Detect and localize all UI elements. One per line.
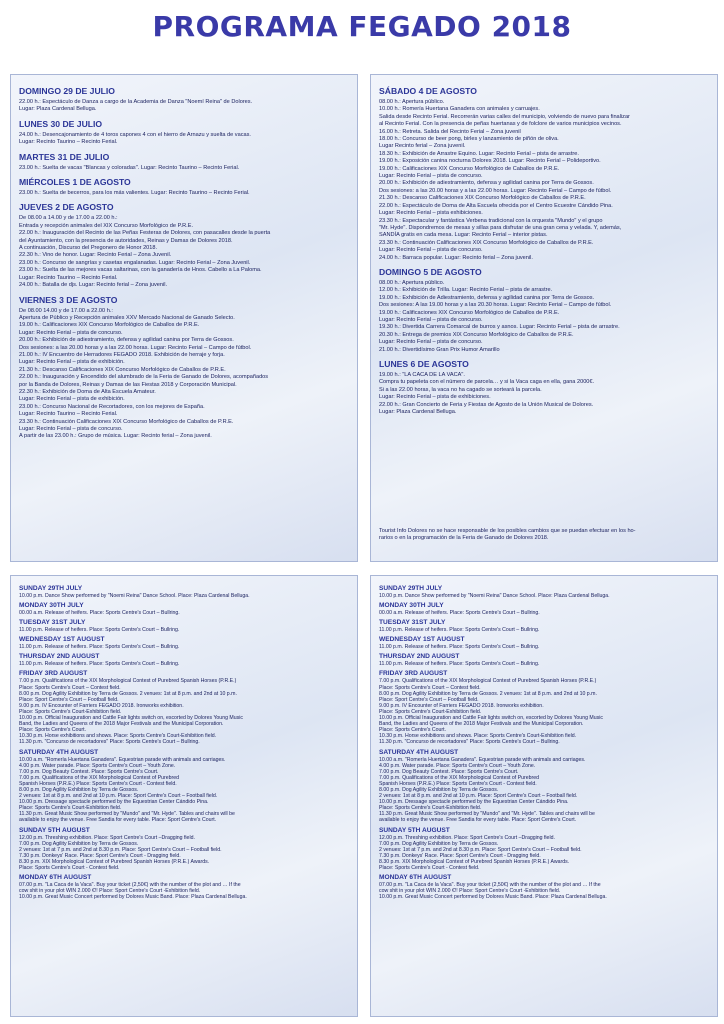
event-line: cow shit in your plot WIN 2.000 €!! Place: Sport Centre's Court -Exhibition field. <box>19 888 201 895</box>
event-line: 23.30 h.: Continuación Calificaciones XIX Concurso Morfológico de Caballos de P.R.E. <box>379 239 594 246</box>
event-line: 24.00 h.: Desencajonamiento de 4 toros capones 4 con el hierro de Arnazu y suelta de vacas. <box>19 131 251 138</box>
event-line: 22.30 h.: Exhibición de Doma de Alta Escuela Amateur. <box>19 388 156 395</box>
event-line: Dos sesiones: a las 20.00 horas y a las 22.00 horas. Lugar: Recinto Ferial – Campo de fútbol. <box>19 344 252 351</box>
event-line: 11.00 p.m. Release of heifers. Place: Sports Centre's Court – Bullring. <box>19 627 180 634</box>
event-line: cow shit in your plot WIN 2.000 €!! Place: Sport Centre's Court -Exhibition field. <box>379 888 561 895</box>
event-line: 20.30 h.: Entrega de premios XIX Concurso Morfológico de Caballos de P.R.E. <box>379 331 574 338</box>
event-line: Lugar: Recinto Taurino – Recinto Ferial. <box>19 139 118 146</box>
event-line: 24.00 h.: Batalla de djs. Lugar: Recinto ferial – Zona juvenil. <box>19 282 168 289</box>
event-line: por la Banda de Dolores, Reinas y Damas de las Fiestas 2018 y Corporación Municipal. <box>19 381 237 388</box>
event-line: 00.00 a.m. Release of heifers. Place: Sports Centre's Court – Bullring. <box>19 610 180 617</box>
day-block <box>19 653 351 667</box>
event-line: Place: Sports Centre's Court – Contest field. <box>379 684 481 691</box>
event-line: 22.30 h.: Vino de honor. Lugar: Recinto Ferial – Zona Juvenil. <box>19 252 172 259</box>
event-line: 7.30 p.m. Donkeys' Race. Place: Sport Centre's Court - Dragging field. <box>19 852 181 859</box>
event-line: 19.00 h.: Exposición canina nocturna Dolores 2018. Lugar: Recinto Ferial – Polideportivo. <box>379 158 601 165</box>
event-line: 22.00 h.: Inauguración del Recinto de las Peñas Festeras de Dolores, con pasacalles desde la puerta <box>19 230 271 237</box>
event-line: 12.00 p.m. Threshing exhibition. Place: Sport Centre's Court –Dragging field. <box>379 834 555 841</box>
event-line: 20.00 h.: Exhibición de adiestramiento, defensa y agilidad canina por Terra de Gossos. <box>19 337 234 344</box>
day-heading: SUNDAY 29TH JULY <box>379 585 443 592</box>
event-line: SANDÍA gratis en cada mesa. Lugar: Recinto Ferial – interior pistas. <box>379 232 548 239</box>
day-heading: TUESDAY 31ST JULY <box>19 619 86 627</box>
day-block <box>379 827 711 872</box>
day-heading: SÁBADO 4 DE AGOSTO <box>379 86 477 96</box>
event-line: 8.00 p.m. Dog Agility Exhibition by Terra de Gossos. 2 venues: 1st at 8 p.m. and 2nd at 10 p.m. <box>19 690 237 697</box>
day-block <box>19 119 351 147</box>
event-line: Dos sesiones: A las 19.00 horas y a las 20.30 horas. Lugar: Recinto Ferial – Campo de fútbol. <box>379 302 612 309</box>
event-line: Place: Sports Centre's Court - Contest field. <box>19 865 120 871</box>
event-line: Lugar: Plaza Cardenal Belluga. <box>19 106 97 113</box>
event-line: Lugar Recinto ferial – Zona juvenil. <box>379 143 466 150</box>
event-line: 7.00 p.m. Qualifications of the XIX Morphological Contest of Purebred <box>379 774 540 781</box>
event-line: Place: Sport Centre's Court – Football field. <box>19 696 119 703</box>
event-line: Spanish Horses (P.R.E.) Place: Sports Centre's Court - Contest field. <box>379 780 537 787</box>
day-heading: LUNES 6 DE AGOSTO <box>379 359 469 369</box>
event-line: 23.00 h.: Suelta de becerros, para los más valientes. Lugar: Recinto Taurino – Recinto Ferial. <box>19 190 250 197</box>
day-block <box>19 202 351 289</box>
event-line: 7.00 p.m. Dog Agility Exhibition by Terra de Gossos. <box>19 840 139 847</box>
event-line: 08.00 h.: Apertura público. <box>379 279 445 286</box>
day-heading: WEDNESDAY 1ST AUGUST <box>19 636 105 644</box>
day-heading: THURSDAY 2ND AUGUST <box>19 653 100 661</box>
day-block <box>19 177 351 197</box>
day-heading: SATURDAY 4TH AUGUST <box>19 748 99 756</box>
event-line: 10.30 p.m. Horse exhibitions and shows. Place: Sports Centre's Court-Exhibition field. <box>19 733 217 740</box>
day-block <box>379 874 711 900</box>
event-line: 19.00 h.: "LA CACA DE LA VACA". <box>379 372 465 378</box>
event-line: 23.00 h.: Suelta de vacas "Blancas y coloradas". Lugar: Recinto Taurino – Recinto Ferial. <box>19 164 240 171</box>
schedule-es-right <box>379 81 711 416</box>
event-line: available to enjoy the venue. Free Sandia for every table. Place: Sport Centre's Court. <box>19 817 217 824</box>
event-line: Lugar: Recinto Ferial – pista de concurso. <box>19 329 123 336</box>
event-line: 10.00 p.m. Dance Show performed by "Noemi Reina" Dance School. Place: Plaza Cardenal Belluga. <box>379 593 610 599</box>
event-line: 10.00 p.m. Dressage spectacle performed by the Equestrian Center Cándido Pina. <box>379 799 569 806</box>
event-line: 2 venues: 1st at 8 p.m. and 2nd at 10 p.m. Place: Sport Centre's Court – Football field. <box>379 793 578 800</box>
panel-en-left <box>10 575 358 1017</box>
day-heading: DOMINGO 5 DE AGOSTO <box>379 266 482 277</box>
event-line: 21.00 h.: IV Encuentro de Herradores FEGADO 2018. Exhibición de herraje y forja. <box>19 351 225 358</box>
day-heading: MONDAY 30TH JULY <box>379 602 444 610</box>
day-heading: LUNES 30 DE JULIO <box>19 118 103 129</box>
day-block <box>19 585 351 599</box>
day-heading: MARTES 31 DE JULIO <box>19 151 110 162</box>
event-line: Entrada y recepción animales del XIX Concurso Morfológico de P.R.E. <box>19 222 194 229</box>
event-line: 11.00 p.m. Release of heifers. Place: Sports Centre's Court – Bullring. <box>19 661 180 668</box>
day-heading: WEDNESDAY 1ST AUGUST <box>379 636 465 644</box>
disclaimer-line: rarios o en la programación de la Feria de Ganado de Dolores 2018. <box>379 535 549 542</box>
event-line: 7.00 p.m. Qualifications of the XIX Morphological Contest of Purebred Spanish Horses (P.R.E.) <box>379 678 597 685</box>
day-block <box>19 619 351 633</box>
event-line: Place: Sport Centre's Court – Football field. <box>379 696 479 703</box>
day-heading: MONDAY 6TH AUGUST <box>379 874 452 882</box>
day-block <box>379 86 711 262</box>
event-line: 10.00 p.m. Dressage spectacle performed by the Equestrian Center Cándido Pina. <box>19 799 209 806</box>
event-line: 8.00 p.m. Dog Agility Exhibition by Terra de Gossos. <box>19 786 139 793</box>
day-heading: SUNDAY 5TH AUGUST <box>379 826 450 834</box>
event-line: 11.00 p.m. Release of heifers. Place: Sports Centre's Court – Bullring. <box>19 644 180 651</box>
event-line: 18.30 h.: Exhibición de Arrastre Equino. Lugar: Recinto Ferial – pista de arrastre. <box>379 150 579 157</box>
event-line: Lugar: Recinto Taurino – Recinto Ferial. <box>19 274 118 281</box>
event-line: A continuación, Discurso del Pregonero de Honor 2018. <box>19 245 158 252</box>
event-line: Lugar: Recinto Ferial – pista de concurso. <box>379 339 483 346</box>
event-line: 8.00 p.m. Dog Agility Exhibition by Terra de Gossos. <box>379 786 499 793</box>
event-line: 19.30 h.: Divertida Carrera Comarcal de burros y asnos. Lugar: Recinto Ferial – pista de arrastre. <box>379 324 620 331</box>
event-line: Place: Sports Centre's Court-Exhibition field. <box>19 805 122 812</box>
event-line: 10.00 p.m. Great Music Concert performed by Dolores Music Band. Place: Plaza Cardenal Belluga. <box>19 894 247 901</box>
day-heading: DOMINGO 29 DE JULIO <box>19 86 115 96</box>
event-line: 11.30 p.m. "Concurso de recortadores" Place: Sports Centre's Court – Bullring. <box>19 739 200 746</box>
event-line: Lugar: Recinto Taurino – Recinto Ferial. <box>19 411 118 418</box>
event-line: Place: Sports Centre's Court-Exhibition field. <box>19 708 122 715</box>
event-line: 19.00 h.: Calificaciones XIX Concurso Morfológico de Caballos de P.R.E. <box>379 165 560 172</box>
event-line: Band, the Ladies and Queens of the 2018 Major Festivals and the Municipal Corporation. <box>19 721 224 728</box>
schedule-es-left <box>19 81 351 441</box>
day-block <box>379 636 711 650</box>
event-line: 10.00 p.m. Official Inauguration and Cattle Fair lights switch on, escorted by Dolores Young Music <box>379 715 603 722</box>
event-line: 7.00 p.m. Dog Beauty Contest. Place: Sports Centre's Court. <box>19 768 159 775</box>
day-heading: MONDAY 30TH JULY <box>19 602 84 610</box>
day-heading: FRIDAY 3RD AUGUST <box>19 670 88 678</box>
event-line: 10.30 p.m. Horse exhibitions and shows. Place: Sports Centre's Court-Exhibition field. <box>379 733 577 740</box>
event-line: del Ayuntamiento, con la presencia de autoridades, Reinas y Damas de Dolores 2018. <box>19 237 233 244</box>
day-block <box>379 602 711 616</box>
day-block <box>19 636 351 650</box>
event-line: Lugar: Recinto Ferial – pista de exhibiciones. <box>379 394 491 401</box>
day-block <box>379 585 711 599</box>
day-block <box>19 874 351 900</box>
day-heading: SUNDAY 5TH AUGUST <box>19 826 90 834</box>
event-line: 10.00 h.: Romería Huertana Ganadera con animales y carruajes. <box>379 106 540 113</box>
day-heading: MIÉRCOLES 1 DE AGOSTO <box>19 177 131 188</box>
panel-es-left <box>10 74 358 562</box>
event-line: Place: Sports Centre's Court. <box>19 727 87 734</box>
event-line: Band, the Ladies and Queens of the 2018 Major Festivals and the Municipal Corporation. <box>379 721 584 728</box>
day-block <box>19 295 351 441</box>
event-line: 07.00 p.m. "La Caca de la Vaca". Buy your ticket (2,50€) with the number of the plot and … If the <box>379 882 601 889</box>
event-line: Lugar: Recinto Ferial – pista de concurso. <box>379 173 483 180</box>
event-line: 00.00 a.m. Release of heifers. Place: Sports Centre's Court – Bullring. <box>379 610 540 617</box>
event-line: al Recinto Ferial. Con la presencia de peñas huertanas y de folclore de varios municipios vecinos. <box>379 121 622 128</box>
event-line: 08.00 h.: Apertura público. <box>379 99 445 105</box>
event-line: 9.00 p.m. IV Encounter of Farriers FEGADO 2018. Ironworks exhibition. <box>19 702 184 709</box>
event-line: 23.30 h.: Espectacular y fantástica Verbena tradicional con la orquesta "Mundo" y el grupo <box>379 217 603 224</box>
event-line: "Mr. Hyde". Dispondremos de mesas y sillas para disfrutar de una gran cena y velada. Y, además, <box>379 224 622 231</box>
day-block <box>19 602 351 616</box>
event-line: 21.30 h.: Descanso Calificaciones XIX Concurso Morfológico de Caballos de P.R.E. <box>19 366 226 373</box>
event-line: Salida desde Recinto Ferial. Recorrerán varias calles del municipio, volviendo de nuevo para finalizar <box>379 113 630 120</box>
event-line: 23.00 h.: Concurso de sangrías y casetas engalanadas. Lugar: Recinto Ferial – Zona Juvenil. <box>19 259 251 266</box>
event-line: 10.00 p.m. Great Music Concert performed by Dolores Music Band. Place: Plaza Cardenal Belluga. <box>379 894 607 901</box>
event-line: 10.00 a.m. "Romería Huertana Ganadera". Equestrian parade with animals and carriages. <box>379 756 586 763</box>
event-line: 22.00 h.: Espectáculo de Doma de Alta Escuela ofrecida por el Centro Ecuestre Cándido Pina. <box>379 202 613 209</box>
event-line: Si a las 22.00 horas, la vaca no ha cagado se sorteará la parcela. <box>379 386 542 393</box>
day-block <box>379 653 711 667</box>
event-line: 12.00 h.: Exhibición de Trilla. Lugar: Recinto Ferial – pista de arrastre. <box>379 287 553 294</box>
event-line: 11.00 p.m. Release of heifers. Place: Sports Centre's Court – Bullring. <box>379 627 540 634</box>
day-block <box>19 749 351 824</box>
event-line: 7.00 p.m. Qualifications of the XIX Morphological Contest of Purebred <box>19 774 180 781</box>
event-line: Lugar: Recinto Ferial – pista de exhibición. <box>19 396 125 403</box>
event-line: Place: Sports Centre's Court-Exhibition field. <box>379 805 482 812</box>
event-line: 20.00 h.: Exhibición de adiestramiento, defensa y agilidad canina por Terra de Gossos. <box>379 180 594 187</box>
event-line: A partir de las 23.00 h.: Grupo de música. Lugar: Recinto ferial – Zona juvenil. <box>19 433 212 440</box>
event-line: Lugar: Recinto Ferial – pista exhibiciones. <box>379 210 483 217</box>
event-line: 16.00 h.: Retreta. Salida del Recinto Ferial – Zona juvenil <box>379 128 521 135</box>
day-heading: FRIDAY 3RD AUGUST <box>379 670 448 678</box>
event-line: 11.30 p.m. Great Music Show performed by "Mundo" and "Mr. Hyde". Tables and chairs will be <box>19 811 235 818</box>
event-line: 4.00 p.m. Water parade. Place: Sports Centre's Court – Youth Zone. <box>379 762 536 769</box>
event-line: 10.00 a.m. "Romería Huertana Ganadera". Equestrian parade with animals and carriages. <box>19 756 226 763</box>
event-line: 11.30 p.m. Great Music Show performed by "Mundo" and "Mr. Hyde". Tables and chairs will be <box>379 811 595 818</box>
event-line: De 08.00 14.00 y de 17.00 a 22.00 h.: <box>19 307 113 314</box>
disclaimer-line: Tourist Info Dolores no se hace responsable de los posibles cambios que se puedan efectuar en los ho- <box>379 528 636 534</box>
event-line: 22.00 h.: Gran Concierto de Feria y Fiestas de Agosto de la Unión Musical de Dolores. <box>379 401 594 408</box>
event-line: 7.30 p.m. Donkeys' Race. Place: Sport Centre's Court - Dragging field. <box>379 852 541 859</box>
disclaimer-note <box>379 520 711 543</box>
event-line: Place: Sports Centre's Court – Contest field. <box>19 684 121 691</box>
day-heading: TUESDAY 31ST JULY <box>379 619 446 627</box>
event-line: Lugar: Plaza Cardenal Belluga. <box>379 409 457 416</box>
day-heading: SUNDAY 29TH JULY <box>19 585 83 592</box>
event-line: 24.00 h.: Barraca popular. Lugar: Recinto ferial – Zona juvenil. <box>379 254 533 261</box>
day-block <box>379 749 711 824</box>
day-block <box>19 86 351 114</box>
event-line: 11.00 p.m. Release of heifers. Place: Sports Centre's Court – Bullring. <box>379 644 540 651</box>
event-line: Lugar: Recinto Ferial – pista de concurso. <box>19 426 123 432</box>
event-line: 10.00 p.m. Dance Show performed by "Noemi Reina" Dance School. Place: Plaza Cardenal Belluga. <box>19 593 250 599</box>
event-line: 8.30 p.m. XIX Morphological Contest of Purebred Spanish Horses (P.R.E.) Awards. <box>379 858 570 865</box>
event-line: 11.00 p.m. Release of heifers. Place: Sports Centre's Court – Bullring. <box>379 661 540 668</box>
event-line: Spanish Horses (P.R.E.) Place: Sports Centre's Court - Contest field. <box>19 780 177 787</box>
day-heading: THURSDAY 2ND AUGUST <box>379 653 460 661</box>
event-line: 9.00 p.m. IV Encounter of Farriers FEGADO 2018. Ironworks exhibition. <box>379 702 544 709</box>
event-line: 8.30 p.m. XIX Morphological Contest of Purebred Spanish Horses (P.R.E.) Awards. <box>19 858 210 865</box>
event-line: 8.00 p.m. Dog Agility Exhibition by Terra de Gossos. 2 venues: 1st at 8 p.m. and 2nd at 10 p.m. <box>379 690 597 697</box>
day-block <box>379 267 711 354</box>
event-line: Dos sesiones: a las 20.00 horas y a las 22.00 horas. Lugar: Recinto Ferial – Campo de fútbol. <box>379 187 612 194</box>
event-line: 19.00 h.: Calificaciones XIX Concurso Morfológico de Caballos de P.R.E. <box>379 309 560 316</box>
event-line: 10.00 p.m. Official Inauguration and Cattle Fair lights switch on, escorted by Dolores Young Music <box>19 715 243 722</box>
event-line: 2 venues: 1st at 7 p.m. and 2nd at 8.30 p.m. Place: Sport Centre's Court – Football field. <box>379 846 582 853</box>
event-line: 11.30 p.m. "Concurso de recortadores" Place: Sports Centre's Court – Bullring. <box>379 739 560 746</box>
event-line: 22.00 h.: Espectáculo de Danza a cargo de la Academia de Danza "Noemí Reina" de Dolores. <box>19 99 253 105</box>
event-line: 19.00 h.: Exhibición de Adiestramiento, defensa y agilidad canina por Terra de Gossos. <box>379 294 595 301</box>
day-heading: VIERNES 3 DE AGOSTO <box>19 294 118 305</box>
panel-es-right <box>370 74 718 562</box>
event-line: 22.00 h.: Inauguración y Encendido del alumbrado de la Feria de Ganado de Dolores, acompañados <box>19 374 269 381</box>
event-line: 07.00 p.m. "La Caca de la Vaca". Buy your ticket (2,50€) with the number of the plot and … If the <box>19 882 241 889</box>
day-block <box>379 619 711 633</box>
day-block <box>19 152 351 172</box>
day-heading: JUEVES 2 DE AGOSTO <box>19 202 114 213</box>
event-line: available to enjoy the venue. Free Sandia for every table. Place: Sport Centre's Court. <box>379 817 577 824</box>
schedule-en-right <box>379 582 711 900</box>
day-block <box>379 670 711 745</box>
day-heading: MONDAY 6TH AUGUST <box>19 874 92 882</box>
schedule-en-left <box>19 582 351 900</box>
event-line: 21.00 h.: Divertidísimo Gran Prix Humor Amarillo <box>379 346 500 353</box>
event-line: 21.30 h.: Descanso Calificaciones XIX Concurso Morfológico de Caballos de P.R.E. <box>379 195 586 202</box>
event-line: Lugar: Recinto Ferial – pista de concurso. <box>379 316 483 323</box>
event-line: 18.00 h.: Concurso de beer pong, birles y lanzamiento de piñón de oliva. <box>379 136 559 143</box>
day-block <box>379 359 711 416</box>
event-line: Place: Sports Centre's Court. <box>379 727 447 734</box>
event-line: Place: Sports Centre's Court-Exhibition field. <box>379 708 482 715</box>
event-line: Place: Sports Centre's Court - Contest field. <box>379 865 480 871</box>
event-line: 12.00 p.m. Threshing exhibition. Place: Sport Centre's Court –Dragging field. <box>19 834 195 841</box>
event-line: 2 venues: 1st at 8 p.m. and 2nd at 10 p.m. Place: Sport Centre's Court – Football field. <box>19 793 218 800</box>
event-line: 23.00 h.: Concurso Nacional de Recortadores, con los mejores de España. <box>19 403 205 410</box>
event-line: 23.00 h.: Suelta de las mejores vacas saltarinas, con la ganadería de Hnos. Cabello a La Paloma. <box>19 267 262 274</box>
event-line: 7.00 p.m. Dog Beauty Contest. Place: Sports Centre's Court. <box>379 768 519 775</box>
event-line: 2 venues: 1st at 7 p.m. and 2nd at 8.30 p.m. Place: Sport Centre's Court – Football field. <box>19 846 222 853</box>
day-block <box>19 670 351 745</box>
event-line: De 08.00 a 14.00 y de 17.00 a 22.00 h.: <box>19 215 118 222</box>
event-line: 19.00 h.: Calificaciones XIX Concurso Morfológico de Caballos de P.R.E. <box>19 322 200 329</box>
page-title: PROGRAMA FEGADO 2018 <box>152 10 572 43</box>
event-line: 4.00 p.m. Water parade. Place: Sports Centre's Court – Youth Zone. <box>19 762 176 769</box>
event-line: Lugar: Recinto Ferial – pista de exhibición. <box>19 359 125 366</box>
day-block <box>19 827 351 872</box>
event-line: Lugar: Recinto Ferial – pista de concurso. <box>379 247 483 254</box>
event-line: 7.00 p.m. Qualifications of the XIX Morphological Contest of Purebred Spanish Horses (P.R.E.) <box>19 678 237 685</box>
event-line: 23.30 h.: Continuación Calificaciones XIX Concurso Morfológico de Caballos de P.R.E. <box>19 418 234 425</box>
panel-en-right <box>370 575 718 1017</box>
day-heading: SATURDAY 4TH AUGUST <box>379 748 459 756</box>
event-line: 7.00 p.m. Dog Agility Exhibition by Terra de Gossos. <box>379 840 499 847</box>
event-line: Compra tu papeleta con el número de parcela… y si la Vaca caga en ella, gana 2000€. <box>379 379 595 386</box>
event-line: Apertura de Público y Recepción animales XXV Mercado Nacional de Ganado Selecto. <box>19 314 235 321</box>
